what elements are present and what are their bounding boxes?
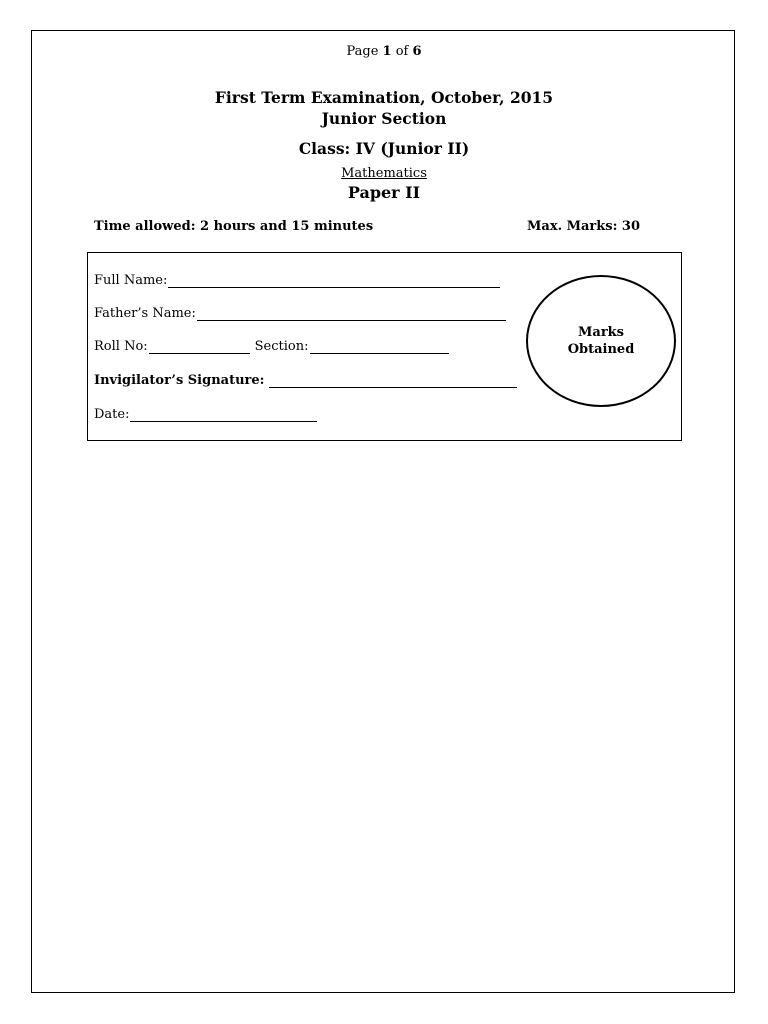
full-name-line[interactable] xyxy=(168,274,500,288)
date-line[interactable] xyxy=(130,408,317,422)
full-name-label: Full Name: xyxy=(94,273,168,288)
date-field[interactable] xyxy=(94,407,317,422)
section-label: Section: xyxy=(254,339,309,354)
roll-no-label: Roll No: xyxy=(94,339,148,354)
marks-label: Marks xyxy=(578,325,624,340)
invigilator-field[interactable] xyxy=(94,373,517,388)
time-allowed: Time allowed: 2 hours and 15 minutes xyxy=(94,219,374,234)
date-label: Date: xyxy=(94,407,130,422)
exam-paper: Paper II xyxy=(347,183,421,202)
exam-title: First Term Examination, October, 2015 xyxy=(214,88,554,107)
invigilator-label: Invigilator’s Signature: xyxy=(94,373,265,388)
exam-class: Class: IV (Junior II) xyxy=(298,139,470,158)
invigilator-line[interactable] xyxy=(269,374,517,388)
page-of: of xyxy=(395,44,409,59)
fathers-name-label: Father’s Name: xyxy=(94,306,196,321)
page-current: 1 xyxy=(382,44,392,59)
exam-subject: Mathematics xyxy=(341,166,427,181)
page-prefix: Page xyxy=(346,44,379,59)
student-info-box xyxy=(87,252,682,441)
fathers-name-line[interactable] xyxy=(197,307,506,321)
exam-section: Junior Section xyxy=(321,109,447,128)
roll-no-line[interactable] xyxy=(149,340,250,354)
obtained-label: Obtained xyxy=(567,342,635,357)
full-name-field[interactable] xyxy=(94,273,500,288)
page-number xyxy=(0,44,768,59)
fathers-name-field[interactable] xyxy=(94,306,506,321)
section-line[interactable] xyxy=(310,340,449,354)
roll-section-field[interactable] xyxy=(94,339,449,354)
max-marks: Max. Marks: 30 xyxy=(527,219,641,234)
marks-obtained-circle xyxy=(526,275,676,407)
page-total: 6 xyxy=(412,44,422,59)
